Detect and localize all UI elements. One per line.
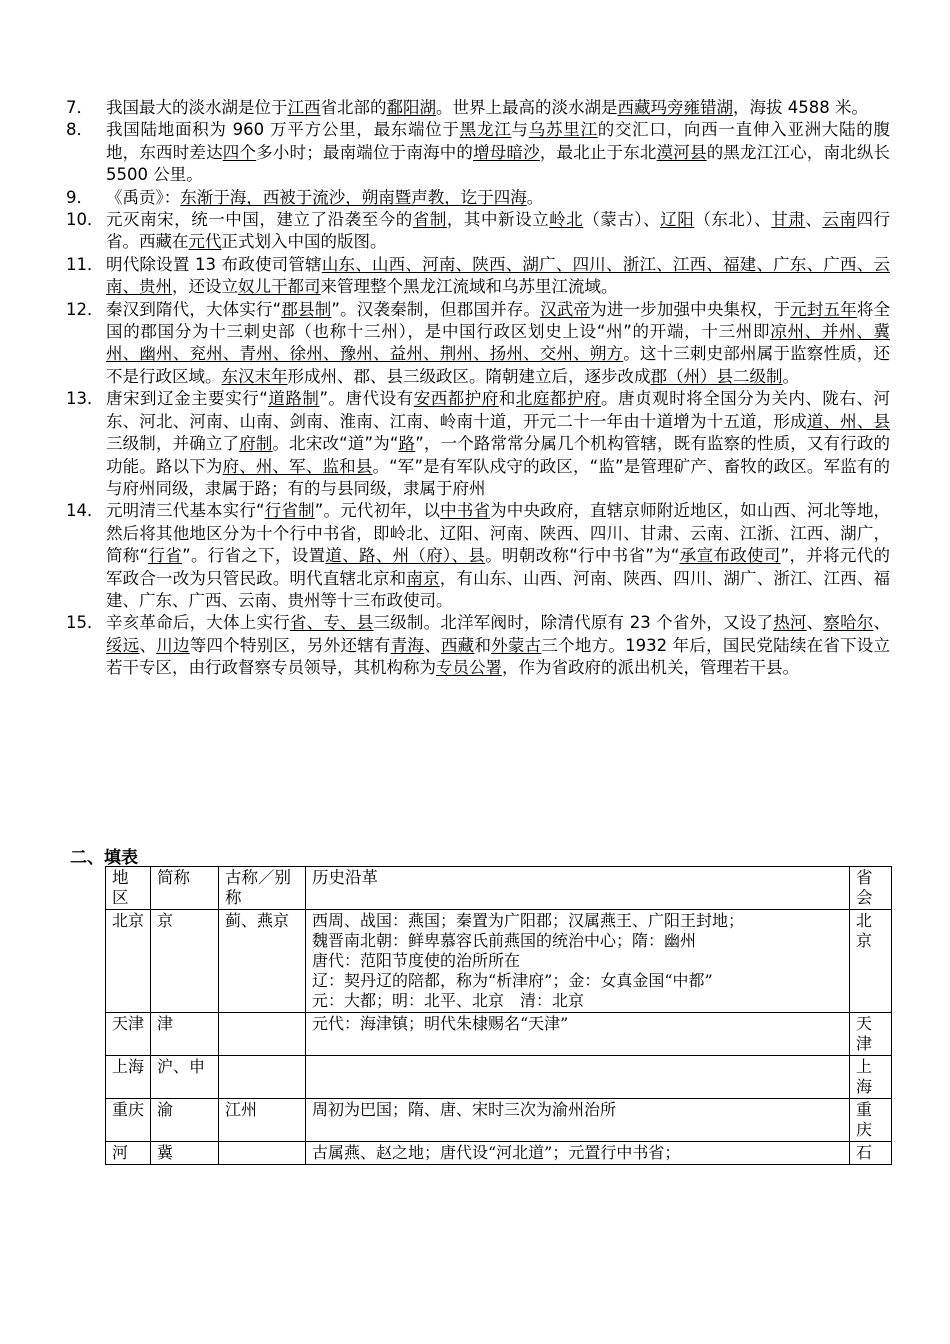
text-span: 和 [498, 389, 516, 409]
header-capital: 省会 [850, 867, 892, 910]
text-span: 多小时；最南端位于南海中的 [256, 142, 474, 162]
underlined-answer: 中书省 [440, 501, 491, 521]
cell-capital: 天津 [850, 1013, 892, 1056]
underlined-answer: 行省 [148, 546, 183, 566]
underlined-answer: 府制 [239, 434, 273, 454]
history-line: 古属燕、赵之地；唐代设“河北道”；元置行中书省； [312, 1143, 681, 1162]
list-item [66, 388, 890, 500]
text-span: 。“军”是有军队戍守的政区，“监”是管理矿产、畜牧的政区。军监有的与府州同级，隶属于路；有的与县同级，隶属于府州 [106, 456, 891, 498]
table-row [106, 910, 892, 1013]
list-item [66, 299, 890, 389]
text-span: ，还设立 [172, 277, 238, 297]
cell-region: 河 [106, 1142, 151, 1165]
header-history: 历史沿革 [306, 867, 850, 910]
underlined-answer: 黑龙江 [459, 120, 512, 140]
text-span: 元明清三代基本实行“ [106, 501, 265, 521]
text-span: 和 [474, 635, 492, 655]
text-span: 四行省。西藏在 [106, 210, 891, 252]
cell-alias: 蓟、燕京 [219, 910, 306, 1013]
underlined-answer: 增母暗沙 [473, 142, 540, 162]
text-span: 《禹贡》： [106, 187, 181, 207]
cell-region: 北京 [106, 910, 151, 1013]
item-number: 11． [66, 254, 104, 274]
header-alias: 古称／别称 [219, 867, 306, 910]
text-span: 唐宋到辽金主要实行“ [106, 389, 268, 409]
numbered-list [66, 97, 890, 680]
cell-capital: 重庆 [850, 1099, 892, 1142]
item-text [106, 612, 890, 679]
cell-capital: 北京 [850, 910, 892, 1013]
list-item [66, 254, 890, 299]
table-row [106, 1013, 892, 1056]
item-text [106, 254, 890, 299]
text-span: 为进一步加强中央集权，于 [590, 299, 791, 319]
text-span: 辛亥革命后，大体上实行 [106, 613, 290, 633]
underlined-answer: 岭北 [549, 210, 584, 230]
text-span: 明代除设置 13 布政使司管辖 [106, 254, 322, 274]
table-row [106, 1056, 892, 1099]
cell-history [306, 1142, 850, 1165]
cell-alias: 江州 [219, 1099, 306, 1142]
cell-alias [219, 1142, 306, 1165]
text-span: 省北部的 [320, 98, 387, 117]
history-line: 周初为巴国；隋、唐、宋时三次为渝州治所 [312, 1100, 617, 1119]
table-row [106, 1099, 892, 1142]
fill-table [105, 866, 892, 1165]
underlined-answer: 外蒙古 [491, 635, 542, 655]
text-span: ”。唐代设有 [319, 389, 414, 409]
text-span: ，其中新设立 [446, 210, 550, 230]
history-line: 元代：海津镇；明代朱棣赐名“天津” [312, 1014, 569, 1033]
cell-alias [219, 1056, 306, 1099]
cell-history [306, 910, 850, 1013]
underlined-answer: 川边 [156, 635, 190, 655]
header-abbr: 简称 [151, 867, 219, 910]
text-span: 与 [511, 120, 529, 140]
underlined-answer: 道、州、县 [806, 411, 891, 431]
text-span: （蒙古）、 [583, 210, 661, 230]
text-span: 的交汇口，向西一直伸入亚洲大陆的腹地，东西时差达 [106, 120, 891, 162]
text-span: 。 [782, 366, 799, 386]
cell-region: 重庆 [106, 1099, 151, 1142]
text-span: ”。元代初年，以 [314, 501, 441, 521]
underlined-answer: 东渐于海，西被于流沙，朔南暨声教，讫于四海 [180, 187, 527, 207]
item-number: 14． [66, 501, 104, 521]
text-span: 。这十三刺史部州属于监察性质，还不是行政区域。 [106, 344, 891, 386]
text-span: ”。汉袭秦制，但郡国并存。 [331, 299, 541, 319]
text-span: 来管理整个黑龙江流域和乌苏里江流域。 [320, 277, 618, 297]
underlined-answer: 汉武帝 [540, 299, 591, 319]
text-span: 形成州、郡、县三级政区。隋朝建立后，逐步改成 [287, 366, 651, 386]
list-item [66, 119, 890, 186]
cell-history [306, 1013, 850, 1056]
underlined-answer: 专员公署 [436, 658, 502, 678]
text-span: 三级制。北洋军阀时，除清代原有 23 个省外，又设了 [373, 613, 774, 633]
list-item [66, 97, 890, 119]
underlined-answer: 漠河县 [656, 142, 707, 162]
text-span: 、 [873, 613, 891, 633]
cell-region: 上海 [106, 1056, 151, 1099]
underlined-answer: 青海 [390, 635, 425, 655]
underlined-answer: 郡县制 [281, 299, 332, 319]
underlined-answer: 乌苏里江 [528, 120, 598, 140]
cell-abbr: 津 [151, 1013, 219, 1056]
cell-abbr: 京 [151, 910, 219, 1013]
item-text [106, 209, 890, 254]
text-span: 的黑龙江江心，南北纵长 5500 公里。 [106, 142, 891, 185]
text-span: 为中央政府，直辖京师附近地区，如山西、河北等地，然后将其他地区分为十个行中书省，即岭北、辽阳、河南、陕西、四川、甘肃、云南、江浙、江西、湖广，简称“ [106, 501, 890, 566]
underlined-answer: 道、路、州（府）、县 [325, 546, 486, 566]
cell-capital: 石 [850, 1142, 892, 1165]
history-line: 唐代：范阳节度使的治所所在 [312, 951, 521, 970]
text-span: 正式划入中国的版图。 [221, 232, 387, 252]
underlined-answer: 郡（州）县二级制 [650, 366, 783, 386]
text-span: 秦汉到隋代，大体实行“ [106, 299, 282, 319]
text-span: 。北宋改“道”为“ [272, 434, 399, 454]
underlined-answer: 山东、山西、河南、陕西、湖广、四川、浙江、江西、福建、广东、广西、云南、贵州 [106, 254, 890, 297]
text-span: 、 [139, 635, 157, 655]
text-span: 将全国的郡国分为十三刺史部（也称十三州），是中国行政区划史上设“州”的开端，十三州即 [106, 299, 891, 342]
text-span: 三个地方。1932 年后，国民党陆续在省下设立若干专区，由行政督察专员领导，其机构称为 [106, 635, 891, 678]
text-span: 。 [526, 187, 544, 207]
item-text [106, 187, 890, 209]
item-number: 10． [66, 210, 104, 230]
text-span: ，最北止于东北 [539, 142, 657, 162]
cell-region: 天津 [106, 1013, 151, 1056]
list-item [66, 612, 890, 679]
underlined-answer: 凉州、并州、冀州、幽州、兖州、青州、徐州、豫州、益州、荆州、扬州、交州、朔方 [106, 322, 890, 364]
underlined-answer: 鄱阳湖 [386, 98, 436, 117]
cell-history [306, 1056, 850, 1099]
text-span: 我国最大的淡水湖是位于 [106, 98, 288, 117]
text-span: （东北）、 [694, 210, 772, 230]
list-item [66, 500, 890, 612]
underlined-answer: 东汉末年 [221, 366, 288, 386]
underlined-answer: 北庭都护府 [515, 389, 602, 409]
cell-history [306, 1099, 850, 1142]
underlined-answer: 安西都护府 [413, 389, 499, 409]
history-line: 魏晋南北朝：鲜卑慕容氏前燕国的统治中心；隋：幽州 [312, 931, 697, 950]
item-number: 8． [66, 120, 93, 140]
text-span: ，海拔 4588 米。 [733, 98, 868, 117]
text-span: ”，并将元代的军政合一改为只管民政。明代直辖北京和 [106, 546, 890, 588]
item-number: 13． [66, 389, 104, 409]
cell-abbr: 冀 [151, 1142, 219, 1165]
text-span: 、 [805, 210, 823, 230]
text-span: ”，一个路常常分属几个机构管辖，既有监察的性质，又有行政的功能。路以下为 [106, 434, 890, 476]
cell-abbr: 渝 [151, 1099, 219, 1142]
underlined-answer: 四个 [222, 142, 257, 162]
underlined-answer: 承宣布政使司 [679, 546, 781, 566]
item-number: 7． [66, 98, 93, 117]
text-span: 。唐贞观时将全国分为关内、陇右、河东、河北、河南、山南、剑南、淮南、江南、岭南十道，开元二十一年由十道增为十五道，形成 [106, 389, 891, 431]
underlined-answer: 奴儿干都司 [238, 277, 321, 297]
underlined-answer: 甘肃 [771, 210, 806, 230]
table-row [106, 1142, 892, 1165]
underlined-answer: 府、州、军、监和县 [222, 456, 373, 476]
text-span: 。世界上最高的淡水湖是 [436, 98, 618, 117]
section-title: 二、填表 [70, 848, 138, 868]
list-item [66, 187, 890, 209]
history-line: 辽：契丹辽的陪都，称为“析津府”；金：女真金国“中都” [312, 971, 713, 990]
underlined-answer: 江西 [287, 98, 321, 117]
cell-alias [219, 1013, 306, 1056]
underlined-answer: 南京 [406, 568, 440, 588]
underlined-answer: 云南 [822, 210, 857, 230]
text-span: 、 [424, 635, 441, 655]
text-span: ，作为省政府的派出机关，管理若干县。 [502, 658, 799, 678]
underlined-answer: 绥远 [106, 635, 140, 655]
text-span: 我国陆地面积为 960 万平方公里，最东端位于 [106, 120, 460, 140]
text-span: 元灭南宋，统一中国，建立了沿袭至今的 [106, 210, 413, 230]
text-span: ”。行省之下，设置 [182, 546, 326, 566]
text-span: 等四个特别区，另外还辖有 [189, 635, 391, 655]
underlined-answer: 热河 [773, 613, 807, 633]
text-span: 。明朝改称“行中书省”为“ [485, 546, 680, 566]
underlined-answer: 元封五年 [790, 299, 857, 319]
item-text [106, 119, 890, 186]
text-span: ，有山东、山西、河南、陕西、四川、湖广、浙江、江西、福建、广东、广西、云南、贵州等十三布政使司。 [106, 568, 891, 610]
item-text [106, 388, 890, 500]
header-region: 地区 [106, 867, 151, 910]
text-span: 、 [806, 613, 824, 633]
history-line: 西周、战国：燕国；秦置为广阳郡；汉属燕王、广阳王封地； [312, 911, 745, 930]
text-span: 三级制，并确立了 [106, 434, 240, 454]
cell-abbr: 沪、申 [151, 1056, 219, 1099]
item-number: 9． [66, 187, 93, 207]
underlined-answer: 元代 [188, 232, 222, 252]
underlined-answer: 省制 [412, 210, 447, 230]
underlined-answer: 西藏玛旁雍错湖 [617, 98, 733, 117]
history-line: 元：大都；明：北平、北京 清：北京 [312, 991, 585, 1010]
underlined-answer: 辽阳 [660, 210, 695, 230]
underlined-answer: 省、专、县 [289, 613, 374, 633]
item-number: 12． [66, 299, 104, 319]
item-number: 15． [66, 613, 104, 633]
item-text [106, 500, 890, 612]
underlined-answer: 行省制 [264, 501, 315, 521]
table-header-row [106, 867, 892, 910]
cell-capital: 上海 [850, 1056, 892, 1099]
list-item [66, 209, 890, 254]
underlined-answer: 道路制 [267, 389, 320, 409]
underlined-answer: 察哈尔 [823, 613, 874, 633]
item-text [106, 97, 890, 119]
underlined-answer: 路 [398, 434, 416, 454]
item-text [106, 299, 890, 389]
underlined-answer: 西藏 [440, 635, 475, 655]
